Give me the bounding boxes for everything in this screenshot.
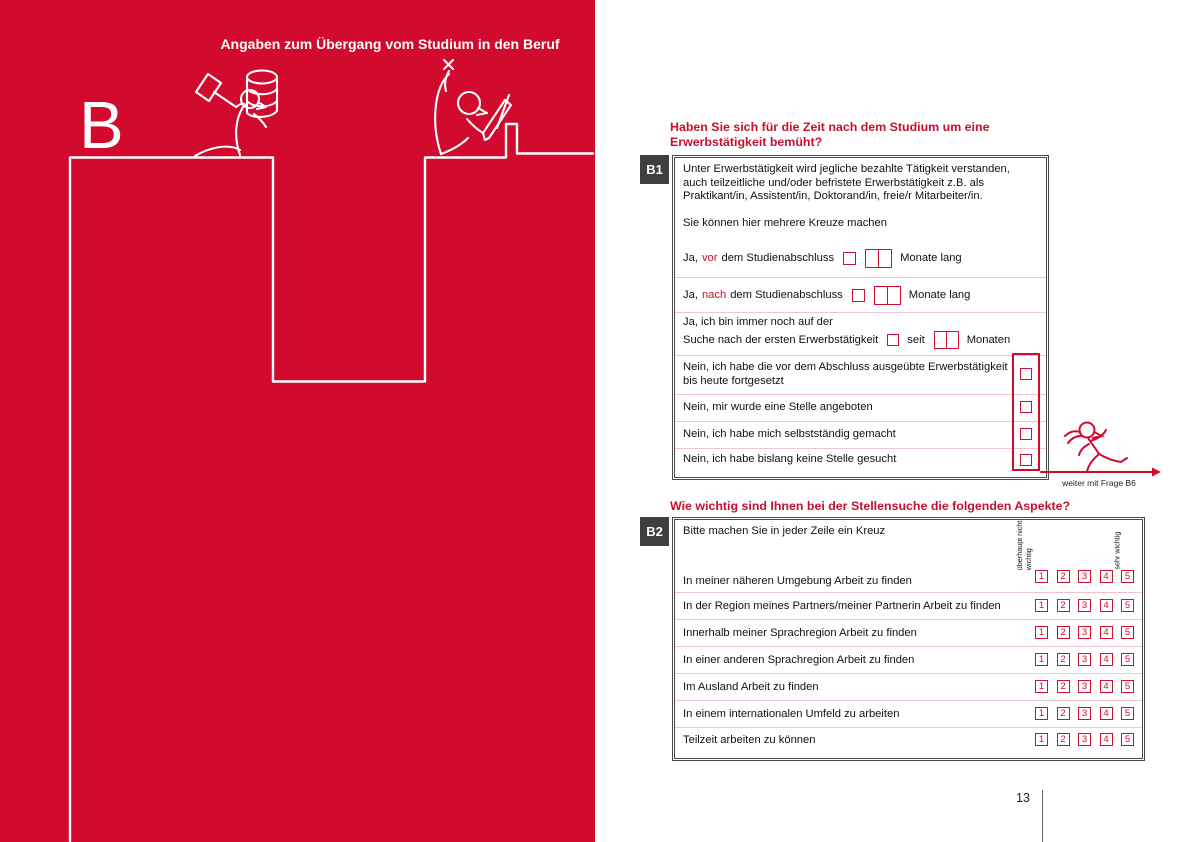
checkbox-yes-before[interactable] [843, 252, 856, 265]
months-field-searching[interactable] [934, 331, 959, 349]
scale-box-5[interactable]: 5 [1121, 707, 1134, 720]
question-b2-box [672, 517, 1145, 761]
b2-row [675, 619, 917, 646]
row-text: seit [907, 334, 925, 346]
checkbox-yes-after[interactable] [852, 289, 865, 302]
row-text: Suche nach der ersten Erwerbstätigkeit [683, 334, 879, 346]
b1-row-no-selfemployed [675, 421, 1015, 448]
scale-box-1[interactable]: 1 [1035, 653, 1048, 666]
b1-note-text: Sie können hier mehrere Kreuze machen [683, 217, 887, 229]
page-number: 13 [1016, 791, 1030, 805]
scale-high-label: sehr wichtig [1112, 531, 1122, 570]
b1-row-yes-before [683, 246, 962, 270]
section-title: Angaben zum Übergang vom Studium in den Beruf [220, 36, 560, 52]
b1-row-no-notsearched [675, 448, 1015, 472]
scale-box-4[interactable]: 4 [1100, 599, 1113, 612]
scale-box-3[interactable]: 3 [1078, 626, 1091, 639]
question-b1-label: B1 [640, 155, 669, 184]
section-banner-panel [0, 0, 595, 842]
scale-box-4[interactable]: 4 [1100, 626, 1113, 639]
scale-box-2[interactable]: 2 [1057, 733, 1070, 746]
scale-box-1[interactable]: 1 [1035, 626, 1048, 639]
question-b2-label: B2 [640, 517, 669, 546]
scale-box-2[interactable]: 2 [1057, 570, 1070, 583]
scale-box-3[interactable]: 3 [1078, 680, 1091, 693]
scale-box-5[interactable]: 5 [1121, 599, 1134, 612]
row-separator [675, 277, 1046, 278]
scale-box-5[interactable]: 5 [1121, 626, 1134, 639]
row-text: Monate lang [908, 289, 971, 301]
b2-statement: In meiner näheren Umgebung Arbeit zu finden [683, 575, 912, 587]
b1-row-still-searching-line2 [683, 329, 1010, 351]
scale-box-1[interactable]: 1 [1035, 599, 1048, 612]
row-text: Nein, ich habe bislang keine Stelle gesucht [683, 453, 897, 466]
row-text: Nein, ich habe die vor dem Abschluss ausgeübte Erwerbstätigkeit bis heute fortgesetzt [683, 361, 1008, 387]
b2-statement: In der Region meines Partners/meiner Partnerin Arbeit zu finden [683, 599, 1001, 612]
row-text-emphasis: vor [701, 252, 718, 264]
scale-row [1035, 680, 1134, 693]
row-text: dem Studienabschluss [730, 289, 843, 301]
scale-row [1035, 626, 1134, 639]
scale-box-1[interactable]: 1 [1035, 680, 1048, 693]
scale-box-3[interactable]: 3 [1078, 733, 1091, 746]
scale-row [1035, 733, 1134, 746]
scale-box-4[interactable]: 4 [1100, 707, 1113, 720]
scale-box-4[interactable]: 4 [1100, 733, 1113, 746]
scale-box-2[interactable]: 2 [1057, 626, 1070, 639]
climbing-figure-illustration [195, 71, 277, 157]
scale-box-5[interactable]: 5 [1121, 680, 1134, 693]
sitting-figure-illustration [435, 60, 511, 154]
row-text: Nein, mir wurde eine Stelle angeboten [683, 400, 873, 413]
row-text: dem Studienabschluss [721, 252, 835, 264]
b1-row-no-continued [675, 355, 1015, 394]
months-field-before[interactable] [865, 249, 892, 268]
scale-box-3[interactable]: 3 [1078, 707, 1091, 720]
section-letter: B [79, 88, 124, 163]
b2-row [675, 700, 899, 727]
running-figure-illustration [1065, 423, 1127, 473]
row-text-emphasis: nach [701, 289, 727, 301]
scale-box-5[interactable]: 5 [1121, 653, 1134, 666]
b2-statement: Innerhalb meiner Sprachregion Arbeit zu finden [683, 626, 917, 639]
scale-box-2[interactable]: 2 [1057, 707, 1070, 720]
row-text: Nein, ich habe mich selbstständig gemacht [683, 427, 896, 440]
scale-row [1035, 599, 1134, 612]
row-text: Monate lang [900, 252, 962, 264]
b1-row-still-searching-line1: Ja, ich bin immer noch auf der [683, 316, 833, 328]
skip-note: weiter mit Frage B6 [1062, 478, 1136, 488]
scale-row [1035, 707, 1134, 720]
b2-row [675, 673, 819, 700]
question-b1-box [672, 155, 1049, 480]
row-text: Ja, [683, 289, 698, 301]
scale-box-4[interactable]: 4 [1100, 570, 1113, 583]
b2-statement: In einem internationalen Umfeld zu arbeiten [683, 707, 900, 720]
b1-row-no-offered [675, 394, 1015, 421]
months-field-after[interactable] [874, 286, 901, 305]
scale-box-4[interactable]: 4 [1100, 680, 1113, 693]
b2-statement: Teilzeit arbeiten zu können [683, 733, 816, 746]
b2-statement: Im Ausland Arbeit zu finden [683, 680, 819, 693]
question-b1-heading: Haben Sie sich für die Zeit nach dem Studium um eine Erwerbstätigkeit bemüht? [670, 120, 990, 149]
scale-box-3[interactable]: 3 [1078, 599, 1091, 612]
scale-box-2[interactable]: 2 [1057, 653, 1070, 666]
question-b2-heading: Wie wichtig sind Ihnen bei der Stellensuche die folgenden Aspekte? [670, 499, 1071, 513]
scale-row [1035, 570, 1134, 583]
scale-low-label: überhaupt nicht wichtig [1014, 520, 1033, 571]
row-text: Monaten [966, 334, 1011, 346]
skyline-outline [70, 124, 593, 841]
b1-row-yes-after [683, 283, 970, 307]
checkbox-still-searching[interactable] [887, 334, 899, 346]
scale-box-4[interactable]: 4 [1100, 653, 1113, 666]
b2-row [675, 592, 1001, 619]
scale-box-1[interactable]: 1 [1035, 570, 1048, 583]
row-text: Ja, [683, 252, 698, 264]
b1-intro-text: Unter Erwerbstätigkeit wird jegliche bezahlte Tätigkeit verstanden, auch teilzeitliche und/oder befristete Erwerbstätigkeit z.B. als Praktikant/in, Assistent/in, Doktorand/in, freie/r Mitarbeiter/in. [683, 163, 1010, 203]
scale-row [1035, 653, 1134, 666]
arrowhead-icon [1152, 468, 1161, 477]
scale-box-1[interactable]: 1 [1035, 733, 1048, 746]
scale-box-2[interactable]: 2 [1057, 599, 1070, 612]
row-separator [675, 312, 1046, 313]
scale-box-3[interactable]: 3 [1078, 653, 1091, 666]
scale-box-1[interactable]: 1 [1035, 707, 1048, 720]
scale-box-3[interactable]: 3 [1078, 570, 1091, 583]
scale-box-5[interactable]: 5 [1121, 570, 1134, 583]
b2-row [675, 727, 815, 752]
checkbox-no-continued[interactable] [1020, 368, 1032, 380]
b2-instruction: Bitte machen Sie in jeder Zeile ein Kreuz [683, 525, 886, 537]
footer-rule [1042, 790, 1043, 842]
skip-arrow-graphic [1030, 408, 1170, 478]
b2-row [675, 646, 914, 673]
scale-box-5[interactable]: 5 [1121, 733, 1134, 746]
b2-statement: In einer anderen Sprachregion Arbeit zu finden [683, 653, 915, 666]
scale-box-2[interactable]: 2 [1057, 680, 1070, 693]
